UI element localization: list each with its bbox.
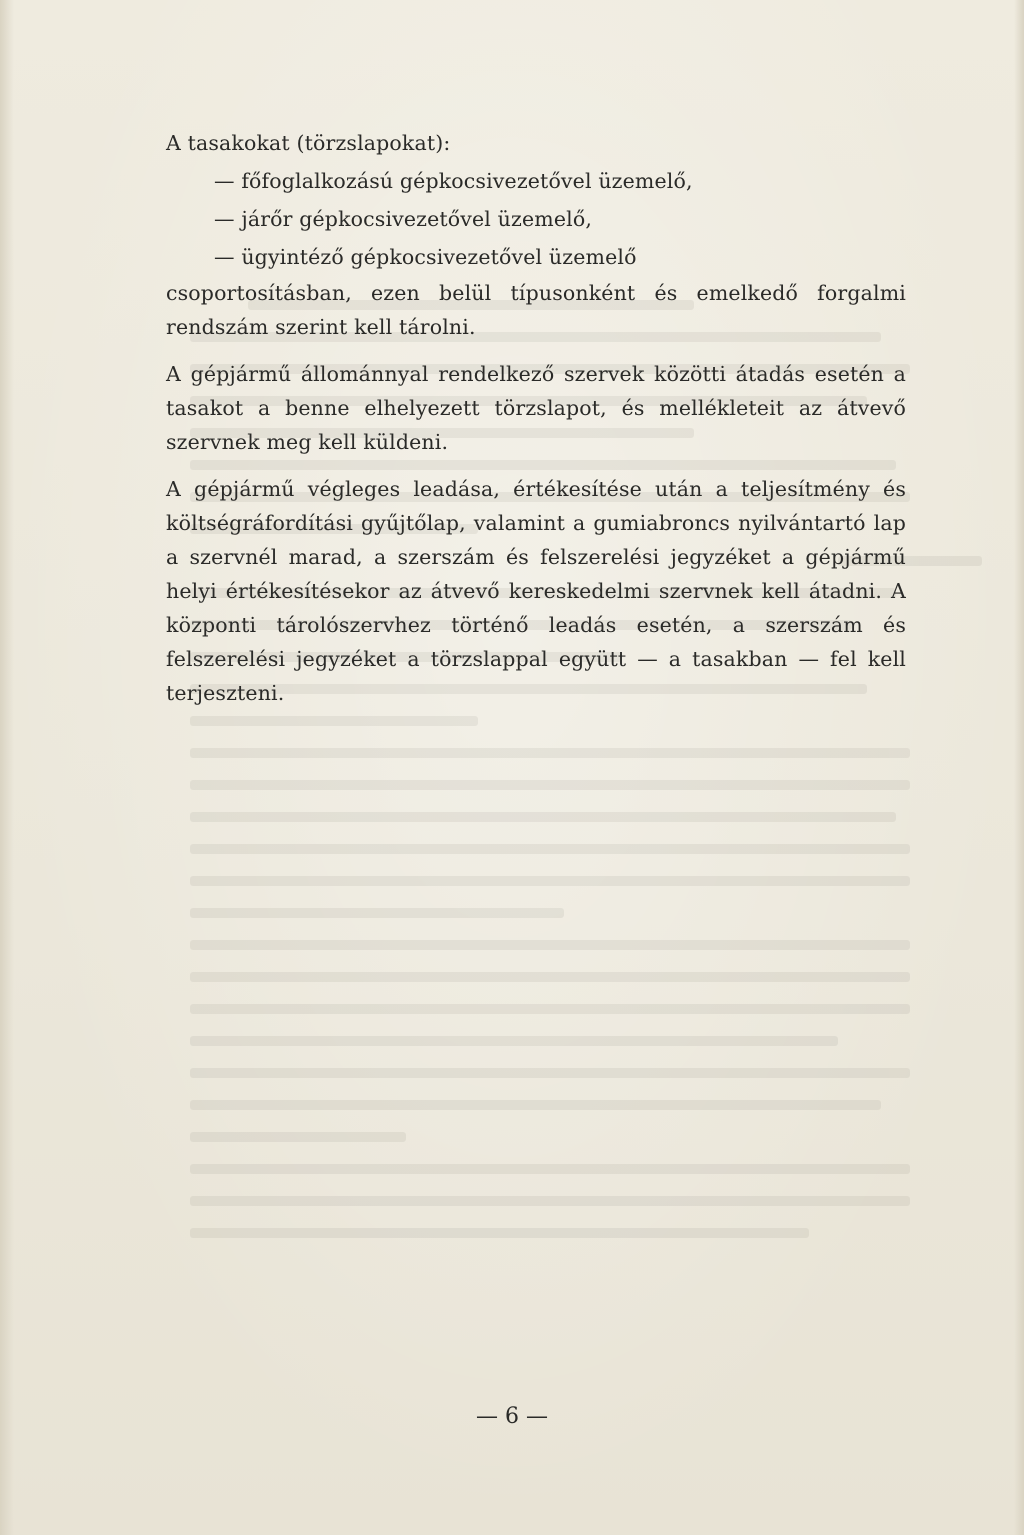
page-edge-right [1014,0,1024,1535]
intro-line: A tasakokat (törzslapokat): [166,131,451,155]
page-edge-left [0,0,14,1535]
list-item: — főfoglalkozású gépkocsivezetővel üzemelő, [214,169,693,193]
paragraph-transfer: A gépjármű állománnyal rendelkező szervek közötti átadás esetén a tasakot a benne elhelyezett törzslapot, és mellékleteit az átvevő szervnek meg kell küldeni. [166,362,906,454]
paragraph-storage: csoportosításban, ezen belül típusonként és emelkedő forgalmi rendszám szerint kell tárolni. [166,281,906,339]
paragraph-disposal: A gépjármű végleges leadása, értékesítése után a teljesítmény és költségráfordítási gyűjtőlap, valamint a gumiabroncs nyilvántartó lap a szervnél marad, a szerszám és felszerelési jegyzéket a gépjármű helyi értékesítésekor az átvevő kereskedelmi szervnek kell átadni. A központi tárolószervhez történő leadás esetén, a szerszám és felszerelési jegyzéket a törzslappal együtt — a tasakban — fel kell terjeszteni. [166,477,906,705]
page-content [166,126,906,710]
list-item: — járőr gépkocsivezetővel üzemelő, [214,207,592,231]
list-item: — ügyintéző gépkocsivezetővel üzemelő [214,245,637,269]
storage-group-list [166,164,906,274]
page-number: — 6 — [476,1404,548,1429]
